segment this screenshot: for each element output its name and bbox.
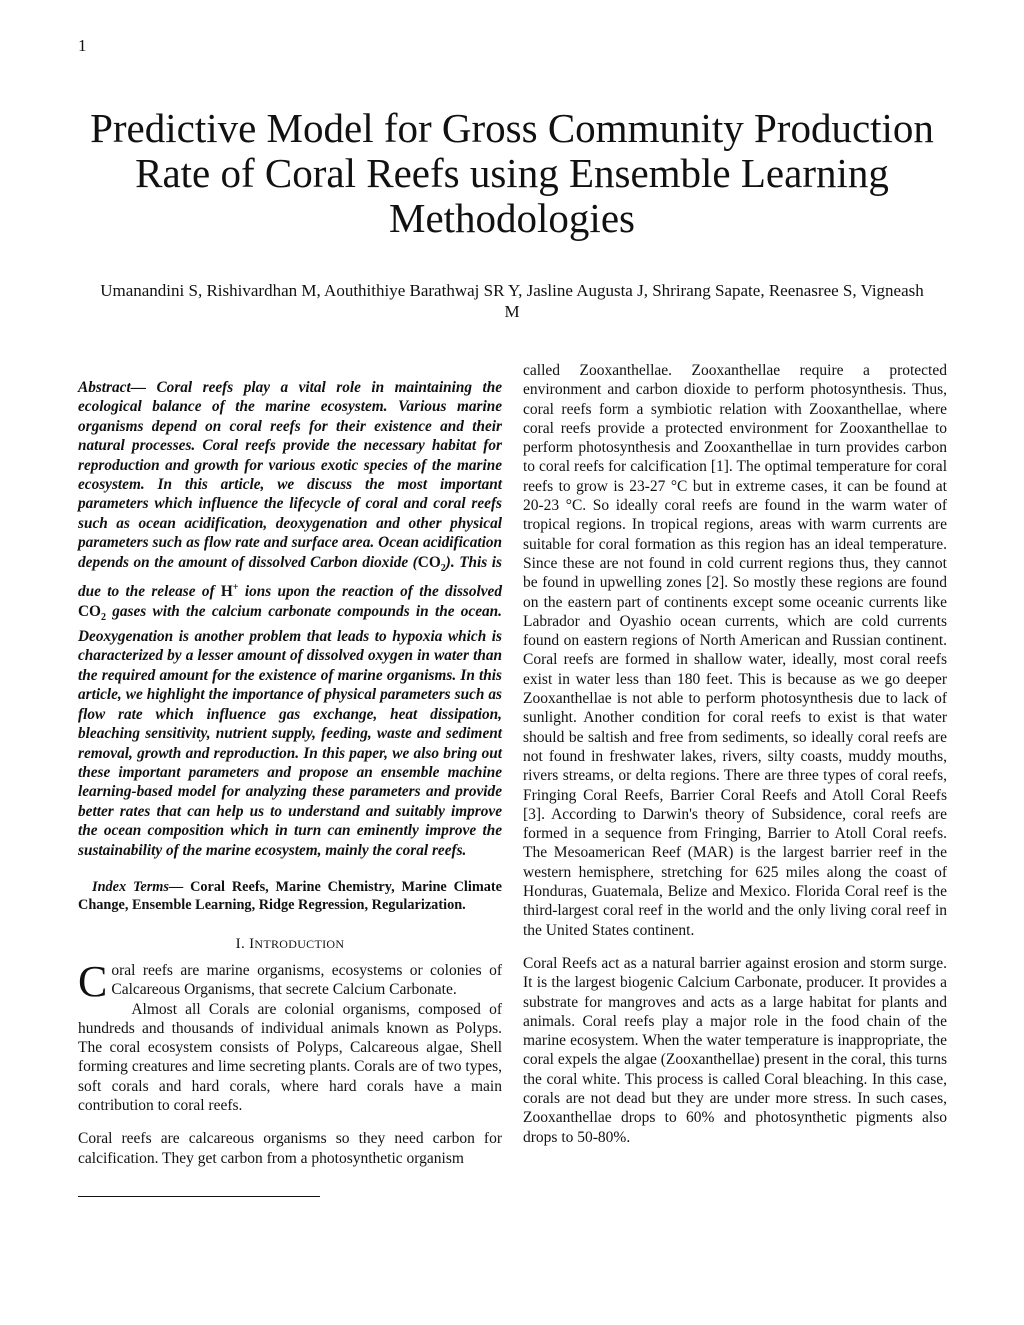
index-terms-text: Coral Reefs, Marine Chemistry, Marine Climate Change, Ensemble Learning, Ridge Regression, Regularization. [78, 878, 503, 913]
intro-paragraph-3: Coral Reefs act as a natural barrier against erosion and storm surge. It is the largest biogenic Calcium Carbonate, producer. It provides a substrate for mangroves and acts as a large habitat for plants and animals. Coral reefs play a major role in the food chain of the marine ecosystem. When the water temperature is inappropriate, the coral expels the algae (Zooxanthellae) present in the coral, this turns the coral white. This process is called Coral bleaching. In this case, corals are not dead but they are under more stress. In such cases, Zooxanthellae drops to 60% and photosynthetic pigments also drops to 50-80%. [523, 954, 947, 1146]
intro-paragraph-2-cont: called Zooxanthellae. Zooxanthellae require a protected environment and carbon dioxide to perform photosynthesis. Thus, coral reefs form a symbiotic relation with Zooxanthellae, where coral reefs provide a protected environment for Zooxanthellae to perform photosynthesis and Zooxanthellae in turn provides carbon to coral reefs for calcification [1]. The optimal temperature for coral reefs to grow is 23-27 °C but in extreme cases, it can be found at 20-23 °C. So ideally coral reefs are found in the warm water of tropical regions. In tropical regions, areas with warm currents are suitable for coral formation as this region has an ideal temperature. Since these are not found in cold current regions thus, they cannot be found in upwelling zones [2]. So mostly these regions are found on the eastern part of continents except some oceanic currents like Labrador and Oyashio ocean currents, which are cold currents found on eastern regions of North American and Russian continent. Coral reefs are formed in shallow water, ideally, most coral reefs exist in water less than 180 feet. This is because as we go deeper Zooxanthellae is not able to perform photosynthesis due to lack of sunlight. Another condition for coral reefs to exist is that water should be saltish and free from sediments, so ideally coral reefs are not found in freshwater lakes, rivers, silty coasts, muddy mouths, rivers streams, or delta regions. There are three types of coral reefs, Fringing Coral Reefs, Barrier Coral Reefs and Atoll Coral Reefs [3]. According to Darwin's theory of Subsidence, coral reefs are formed in a sequence from Fringing, Barrier to Atoll Coral reefs. The Mesoamerican Reef (MAR) is the largest barrier reef in the western hemisphere, stretching for 625 miles along the coast of Honduras, Guatemala, Belize and Mexico. Florida Coral reef is the third-largest coral reef in the world and the only living coral reef in the United States continent. [523, 362, 947, 939]
abstract-text-4: gases with the calcium carbonate compounds in the ocean. Deoxygenation is another problem that leads to hypoxia which is characterized by a lesser amount of dissolved oxygen in water than the required amount for the existence of marine organisms. In this article, we highlight the importance of physical parameters such as flow rate which influence gas exchange, heat dissipation, bleaching sensitivity, nutrient supply, feeding, waste and sediment removal, growth and reproduction. In this paper, we also bring out these important parameters and propose an ensemble machine learning-based model for analyzing these parameters and provide better rates that can help us to understand and suitably improve the ocean composition which in turn can eminently improve the sustainability of the marine ecosystem, mainly the coral reefs. [78, 602, 502, 859]
abstract [78, 378, 502, 860]
drop-cap: C [78, 956, 108, 1006]
right-column [523, 361, 947, 1147]
page-number: 1 [78, 36, 87, 55]
intro-para1-b: Almost all Corals are colonial organisms, composed of hundreds and thousands of individual animals known as Polyps. The coral ecosystem consists of Polyps, Calcareous algae, Shell forming creatures and lime secreting plants. Corals are of two types, soft corals and hard corals, where hard corals have a main contribution to coral reefs. [78, 1000, 502, 1115]
intro-paragraph-2: Coral reefs are calcareous organisms so they need carbon for calcification. They get carbon from a photosynthetic organism [78, 1130, 502, 1167]
index-terms-lead: Index Terms— [92, 878, 184, 895]
formula-co2: $CO_2$ [417, 553, 446, 574]
intro-para1-a: oral reefs are marine organisms, ecosystems or colonies of Calcareous Organisms, that secrete Calcium Carbonate. [111, 961, 502, 999]
abstract-text-2: ). This is due to the release of [78, 553, 503, 601]
abstract-text-3: ions upon the reaction of the dissolved [238, 583, 502, 601]
formula-co2-2: $CO_2$ [78, 602, 106, 623]
paper-title: Predictive Model for Gross Community Production Rate of Coral Reefs using Ensemble Learning Methodologies [90, 105, 934, 241]
left-column [78, 378, 502, 1168]
abstract-lead: Abstract— [78, 379, 146, 396]
author-list: Umanandini S, Rishivardhan M, Aouthithiye Barathwaj SR Y, Jasline Augusta J, Shrirang Sapate, Reenasree S, Vigneash M [100, 281, 924, 321]
index-terms [78, 878, 502, 914]
abstract-text-1: Coral reefs play a vital role in maintaining the ecological balance of the marine ecosystem. Various marine organisms depend on coral reefs for their existence and their natural processes. Coral reefs provide the necessary habitat for reproduction and growth for various exotic species of the marine ecosystem. In this article, we discuss the most important parameters which influence the lifecycle of coral and coral reefs such as ocean acidification, deoxygenation and other physical parameters such as flow rate and surface area. Ocean acidification depends on the amount of dissolved Carbon dioxide ( [78, 379, 502, 571]
section-heading-introduction: I. INTRODUCTION [235, 935, 345, 952]
footnote-rule [78, 1196, 320, 1197]
intro-paragraph-1 [78, 956, 502, 1115]
formula-h-ion: H+ [220, 582, 239, 601]
